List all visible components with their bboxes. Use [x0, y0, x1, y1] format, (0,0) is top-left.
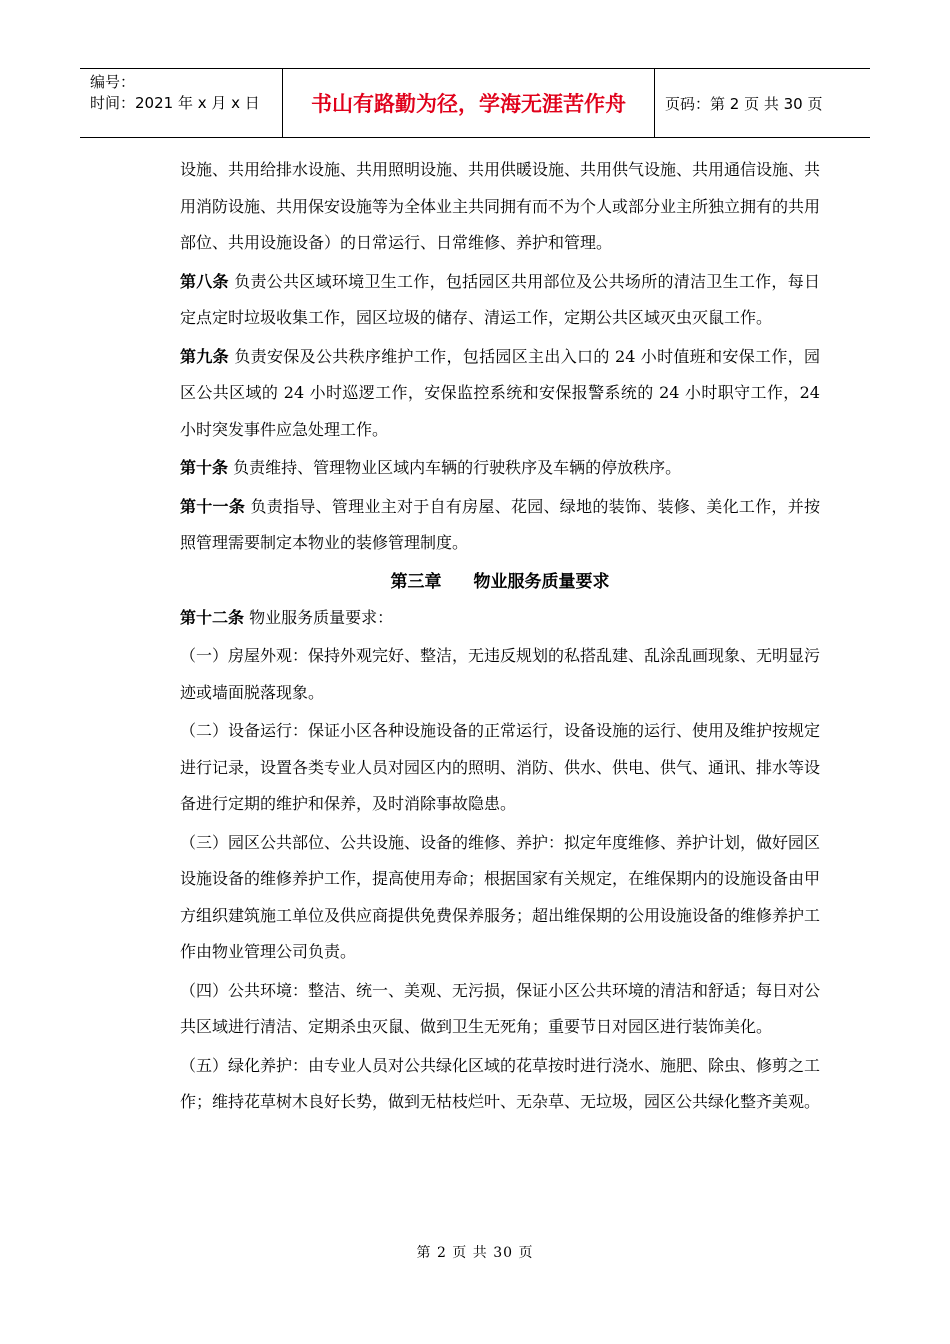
page-footer: 第 2 页 共 30 页: [416, 1245, 534, 1261]
article-text: 物业服务质量要求：: [249, 607, 394, 627]
article-9: [180, 339, 820, 449]
list-item-3: （三）园区公共部位、公共设施、设备的维修、养护：拟定年度维修、养护计划，做好园区设施设备的维修养护工作，提高使用寿命；根据国家有关规定，在维保期内的设施设备由甲方组织建筑施工单位及供应商提供免费保养服务；超出维保期的公用设施设备的维修养护工作由物业管理公司负责。: [180, 832, 821, 961]
article-12: [180, 600, 820, 637]
document-number: 编号：: [90, 73, 136, 91]
header-page-info: 页码：第 2 页 共 30 页: [665, 94, 823, 113]
article-label: 第十二条: [180, 607, 245, 627]
document-header: [80, 68, 870, 138]
article-10: [180, 450, 820, 487]
article-label: 第八条: [180, 271, 229, 291]
document-body: [180, 152, 820, 1123]
list-item-4: （四）公共环境：整洁、统一、美观、无污损，保证小区公共环境的清洁和舒适；每日对公共区域进行清洁、定期杀虫灭鼠、做到卫生无死角；重要节日对园区进行装饰美化。: [180, 980, 821, 1036]
list-item-5: （五）绿化养护：由专业人员对公共绿化区域的花草按时进行浇水、施肥、除虫、修剪之工作；维持花草树木良好长势，做到无枯枝烂叶、无杂草、无垃圾，园区公共绿化整齐美观。: [180, 1055, 821, 1111]
article-label: 第九条: [180, 346, 229, 366]
article-text: 负责指导、管理业主对于自有房屋、花园、绿地的装饰、装修、美化工作，并按照管理需要制定本物业的装修管理制度。: [180, 496, 820, 552]
document-date: 时间：2021 年 x 月 x 日: [90, 94, 260, 112]
article-label: 第十一条: [180, 496, 246, 516]
chapter-number: 第三章: [390, 571, 442, 592]
header-meta: [80, 69, 283, 137]
article-text: 负责维持、管理物业区域内车辆的行驶秩序及车辆的停放秩序。: [233, 458, 682, 477]
chapter-heading: [180, 564, 820, 600]
article-label: 第十条: [180, 458, 229, 477]
article-8: [180, 264, 820, 337]
article-text: 负责安保及公共秩序维护工作，包括园区主出入口的 24 小时值班和安保工作，园区公共区域的 24 小时巡逻工作，安保监控系统和安保报警系统的 24 小时职守工作，24 小时突发事件应急处理工作。: [180, 346, 820, 439]
paragraph-continuation: 设施、共用给排水设施、共用照明设施、共用供暖设施、共用供气设施、共用通信设施、共用消防设施、共用保安设施等为全体业主共同拥有而不为个人或部分业主所独立拥有的共用部位、共用设施设备）的日常运行、日常维修、养护和管理。: [180, 160, 821, 252]
chapter-title: 物业服务质量要求: [473, 571, 610, 592]
article-text: 负责公共区域环境卫生工作，包括园区共用部位及公共场所的清洁卫生工作，每日定点定时垃圾收集工作，园区垃圾的储存、清运工作，定期公共区域灭虫灭鼠工作。: [180, 271, 820, 327]
article-11: [180, 489, 820, 562]
list-item-1: （一）房屋外观：保持外观完好、整洁，无违反规划的私搭乱建、乱涂乱画现象、无明显污迹或墙面脱落现象。: [180, 646, 821, 702]
header-motto: 书山有路勤为径，学海无涯苦作舟: [283, 69, 655, 137]
list-item-2: （二）设备运行：保证小区各种设施设备的正常运行，设备设施的运行、使用及维护按规定进行记录，设置各类专业人员对园区内的照明、消防、供水、供电、供气、通讯、排水等设备进行定期的维护和保养，及时消除事故隐患。: [180, 721, 821, 813]
